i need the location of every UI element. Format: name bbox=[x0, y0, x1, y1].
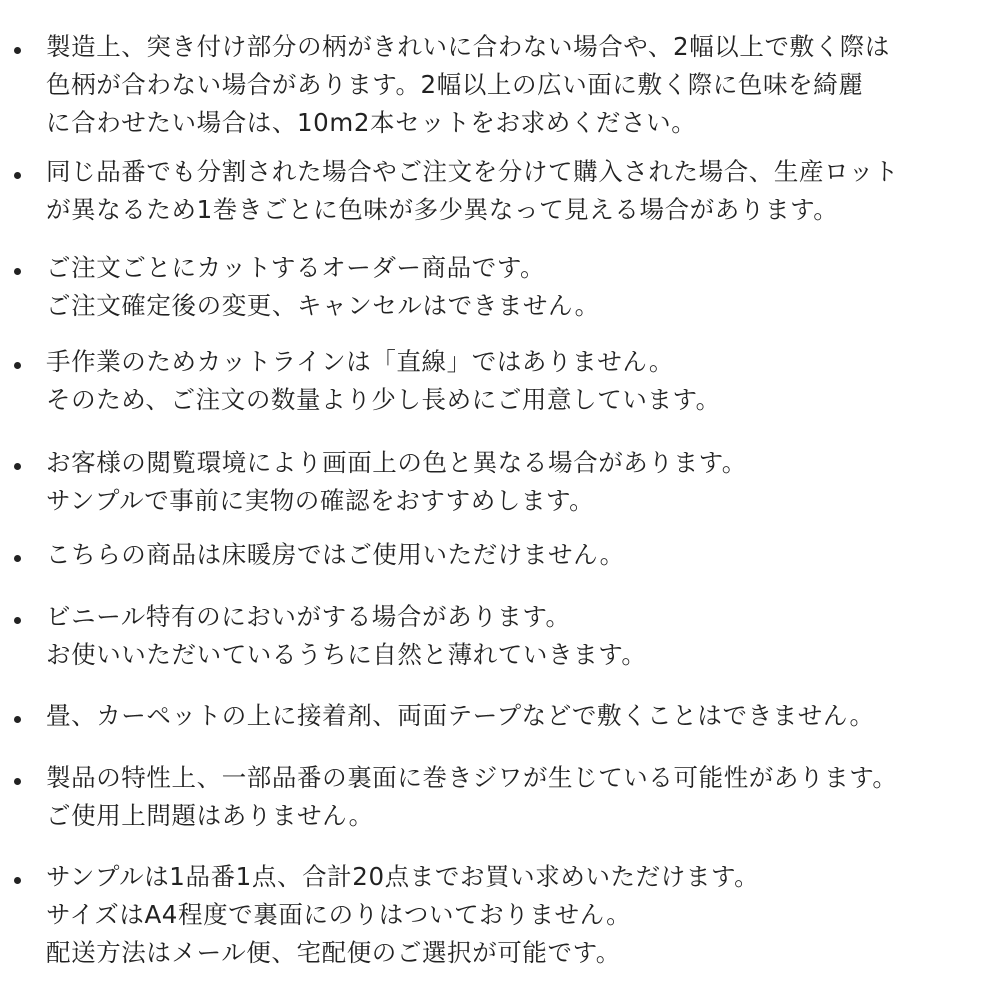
bullet-icon bbox=[14, 47, 21, 54]
note-line: こちらの商品は床暖房ではご使用いただけません。 bbox=[46, 540, 625, 569]
note-line: ご使用上問題はありません。 bbox=[46, 801, 374, 830]
note-line: 畳、カーペットの上に接着剤、両面テープなどで敷くことはできません。 bbox=[46, 701, 875, 730]
note-line: 配送方法はメール便、宅配便のご選択が可能です。 bbox=[46, 938, 621, 967]
bullet-icon bbox=[14, 362, 21, 369]
note-line: お客様の閲覧環境により画面上の色と異なる場合があります。 bbox=[46, 448, 747, 477]
note-line: に合わせたい場合は、10m2本セットをお求めください。 bbox=[46, 108, 697, 137]
note-line: ご注文確定後の変更、キャンセルはできません。 bbox=[46, 291, 600, 320]
note-line: 製品の特性上、一部品番の裏面に巻きジワが生じている可能性があります。 bbox=[46, 763, 898, 792]
bullet-icon bbox=[14, 463, 21, 470]
bullet-icon bbox=[14, 716, 21, 723]
note-line: サイズはA4程度で裏面にのりはついておりません。 bbox=[46, 900, 632, 929]
note-line: そのため、ご注文の数量より少し長めにご用意しています。 bbox=[46, 385, 721, 414]
note-line: お使いいただいているうちに自然と薄れていきます。 bbox=[46, 640, 647, 669]
bullet-icon bbox=[14, 617, 21, 624]
note-line: 製造上、突き付け部分の柄がきれいに合わない場合や、2幅以上で敷く際は bbox=[46, 32, 890, 61]
bullet-icon bbox=[14, 555, 21, 562]
note-line: が異なるため1巻きごとに色味が多少異なって見える場合があります。 bbox=[46, 195, 839, 224]
note-line: 手作業のためカットラインは「直線」ではありません。 bbox=[46, 347, 674, 376]
note-line: サンプルは1品番1点、合計20点までお買い求めいただけます。 bbox=[46, 862, 760, 891]
bullet-icon bbox=[14, 778, 21, 785]
bullet-icon bbox=[14, 268, 21, 275]
bullet-icon bbox=[14, 877, 21, 884]
note-line: ビニール特有のにおいがする場合があります。 bbox=[46, 602, 571, 631]
note-line: 同じ品番でも分割された場合やご注文を分けて購入された場合、生産ロット bbox=[46, 157, 899, 186]
note-line: 色柄が合わない場合があります。2幅以上の広い面に敷く際に色味を綺麗 bbox=[46, 70, 864, 99]
note-line: サンプルで事前に実物の確認をおすすめします。 bbox=[46, 486, 595, 515]
bullet-icon bbox=[14, 172, 21, 179]
note-line: ご注文ごとにカットするオーダー商品です。 bbox=[46, 253, 546, 282]
